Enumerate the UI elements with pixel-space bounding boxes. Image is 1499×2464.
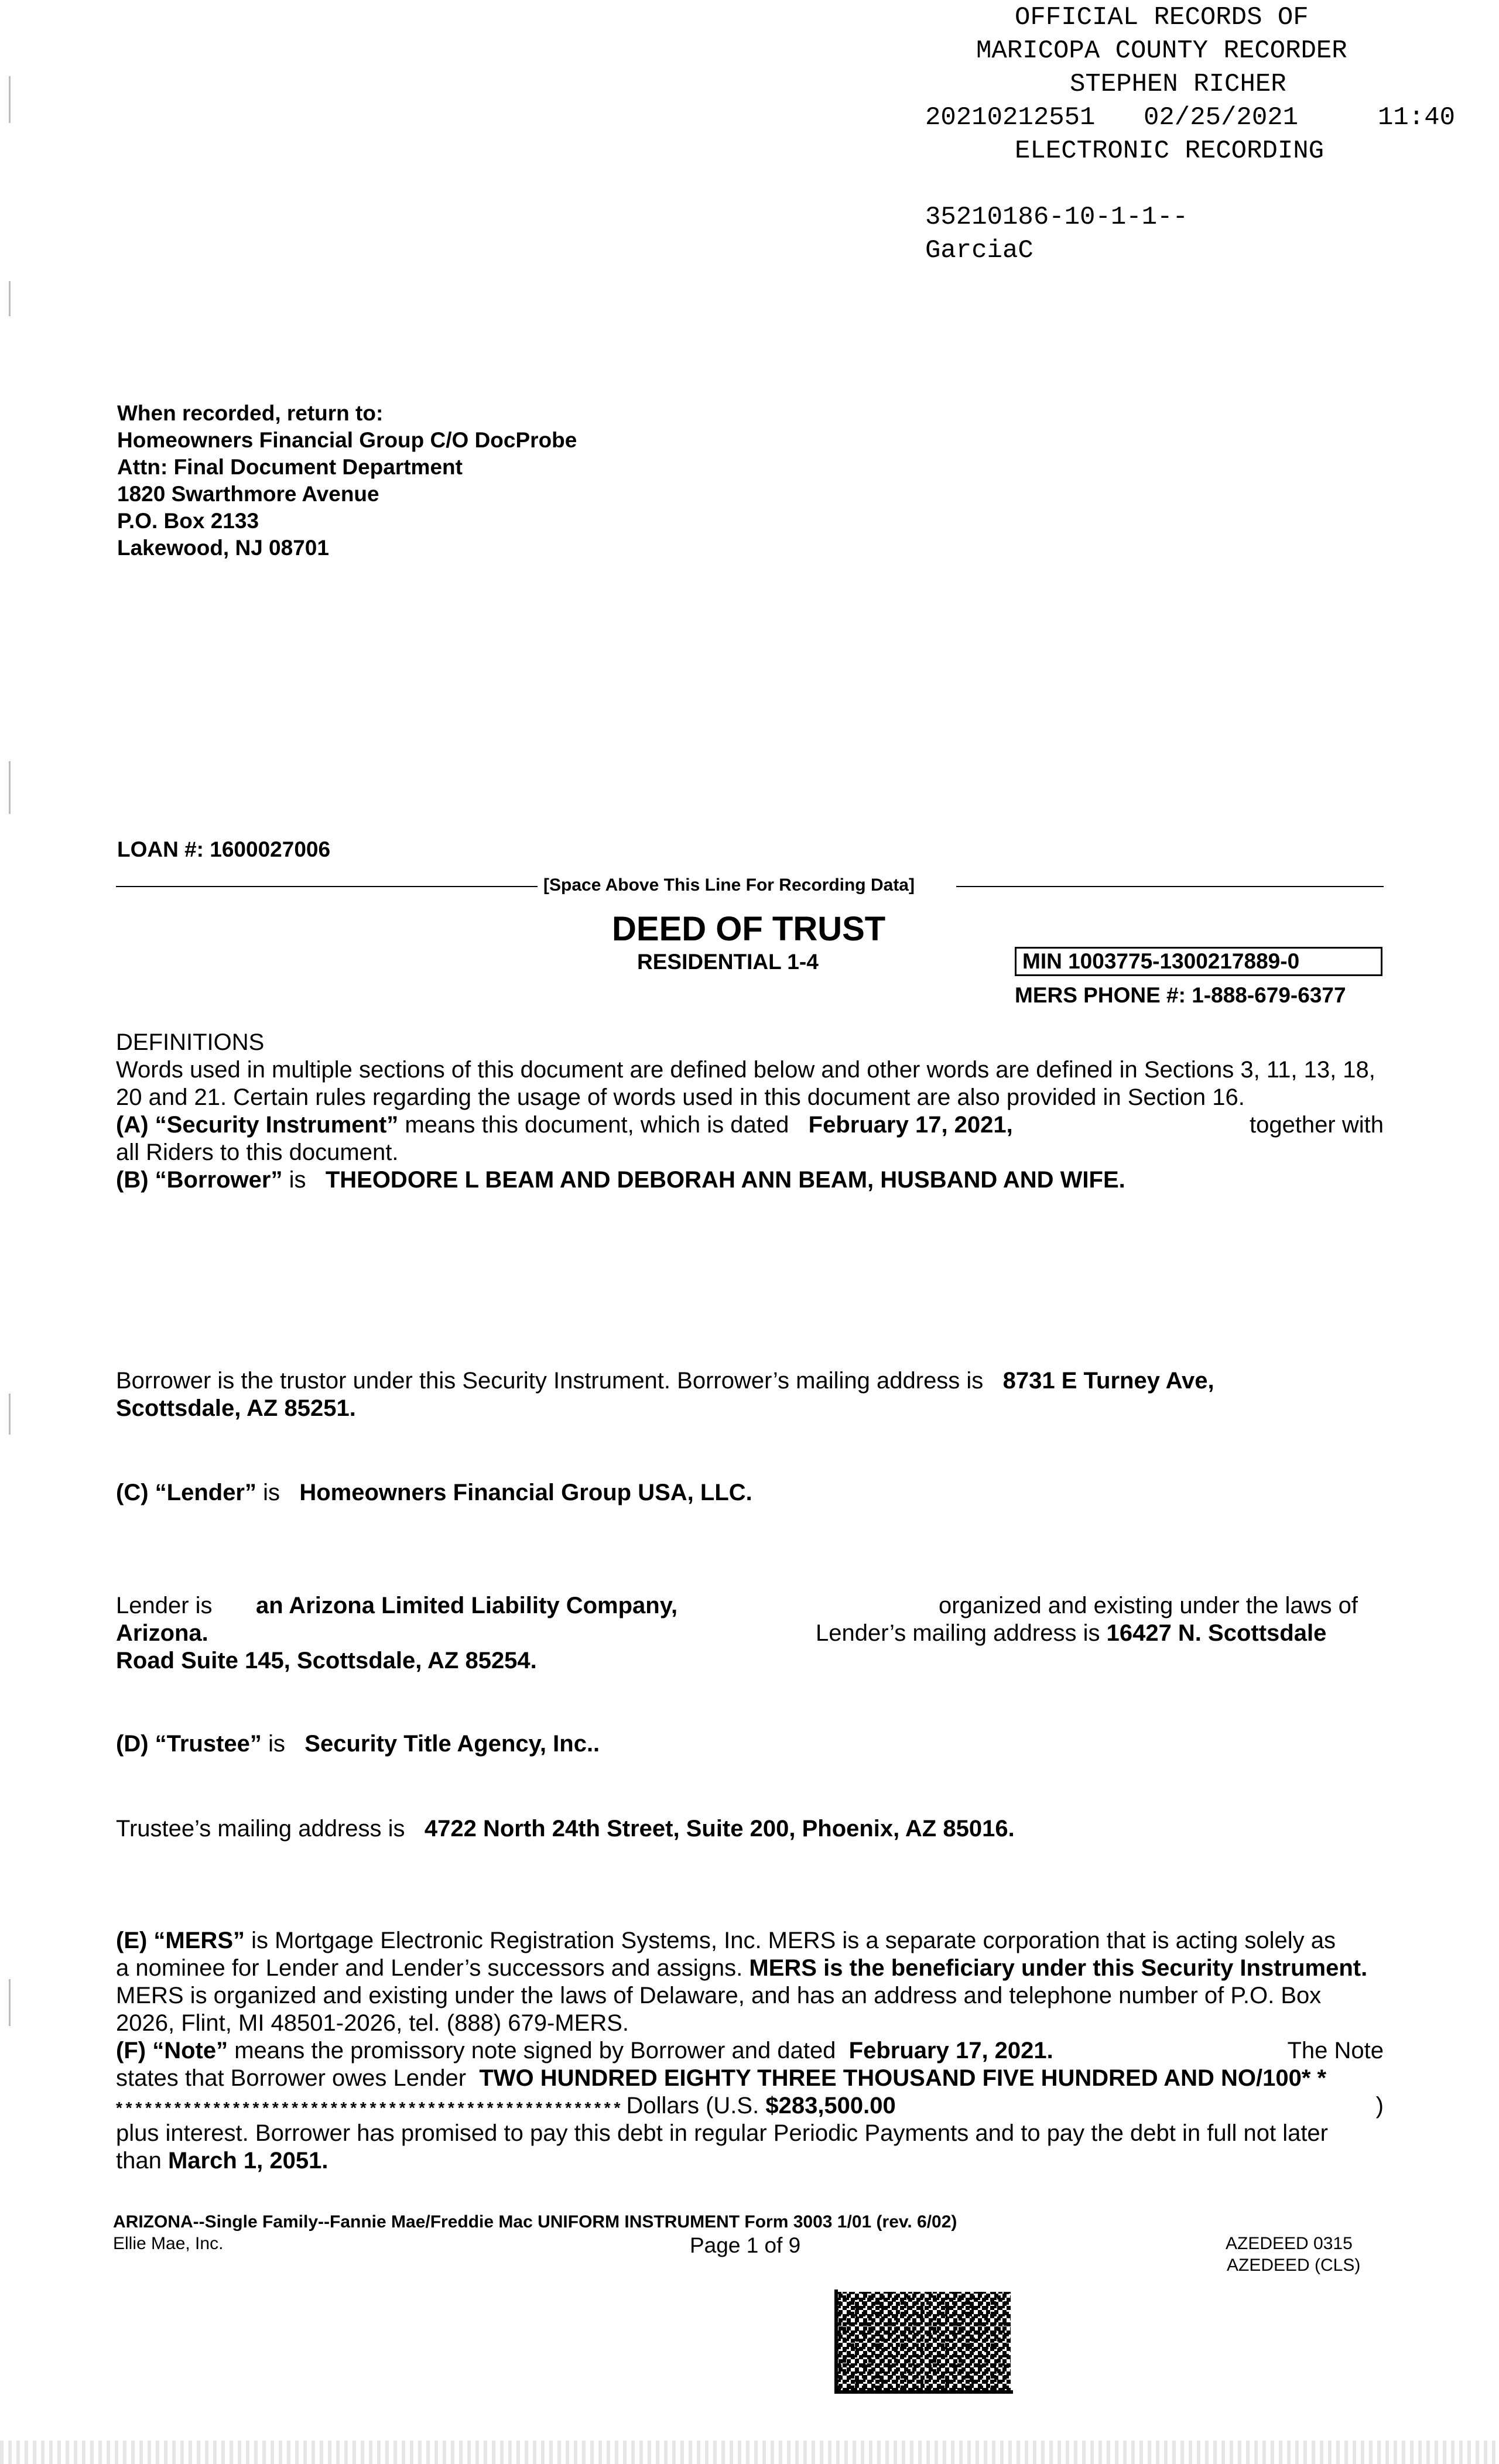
scan-mark xyxy=(9,1394,11,1435)
scan-mark xyxy=(9,761,11,814)
return-to-heading: When recorded, return to: xyxy=(117,401,384,425)
return-to-line: 1820 Swarthmore Avenue xyxy=(117,482,379,506)
recorder-line-2: MARICOPA COUNTY RECORDER xyxy=(976,36,1347,66)
definition-d-is: is xyxy=(268,1731,285,1757)
definition-b-label: (B) “Borrower” xyxy=(116,1167,283,1193)
definition-e-label: (E) “MERS” xyxy=(116,1928,245,1953)
note-amount-stars: * * * * * * * * * * * * * * * * * * * * * * * * * * * * * * * * * * * * * * * * * * * * * * * * * * * * xyxy=(116,2099,620,2117)
document-reference: 35210186-10-1-1-- xyxy=(925,203,1188,232)
loan-label: LOAN #: xyxy=(117,837,204,861)
recording-number: 20210212551 xyxy=(925,103,1096,132)
scan-edge-strip xyxy=(0,2441,1499,2464)
note-amount-paren: ) xyxy=(1375,2093,1384,2119)
lender-mailing-label: Lender’s mailing address is xyxy=(816,1620,1100,1646)
trustee-address-label: Trustee’s mailing address is xyxy=(116,1816,405,1842)
definition-e-text1: is Mortgage Electronic Registration Systems, Inc. MERS is a separate corporation that is acting solely as xyxy=(251,1928,1336,1953)
security-instrument-date: February 17, 2021, xyxy=(808,1112,1013,1138)
lender-name: Homeowners Financial Group USA, LLC. xyxy=(299,1480,752,1505)
definition-f-line1 xyxy=(116,2037,1384,2065)
borrower-address xyxy=(116,1367,1384,1422)
definition-f-label: (F) “Note” xyxy=(116,2038,228,2063)
definition-f-line2 xyxy=(116,2065,1384,2092)
form-code-2: AZEDEED (CLS) xyxy=(1227,2256,1361,2275)
trustee-address xyxy=(116,1815,1015,1843)
definition-f-line4: plus interest. Borrower has promised to pay this debt in regular Periodic Payments and to pay the debt in full not later xyxy=(116,2120,1328,2146)
definition-b-is: is xyxy=(289,1167,306,1193)
trustee-name: Security Title Agency, Inc.. xyxy=(304,1731,600,1757)
definition-f-than: than xyxy=(116,2148,162,2174)
return-to-line: P.O. Box 2133 xyxy=(117,509,259,533)
definition-e-text2b: MERS is the beneficiary under this Security Instrument. xyxy=(749,1955,1368,1981)
lender-mailing-address xyxy=(816,1620,1326,1647)
definition-d xyxy=(116,1730,600,1758)
borrower-address-line2: Scottsdale, AZ 85251. xyxy=(116,1395,356,1421)
definition-a-text1: means this document, which is dated xyxy=(405,1112,789,1138)
definition-d-label: (D) “Trustee” xyxy=(116,1731,262,1757)
recorder-line-1: OFFICIAL RECORDS OF xyxy=(1015,3,1309,32)
recording-divider-left xyxy=(116,886,538,887)
barcode-image xyxy=(834,2290,1013,2394)
definition-f-line5 xyxy=(116,2147,328,2175)
recording-time: 11:40 xyxy=(1378,103,1456,132)
note-amount-words: TWO HUNDRED EIGHTY THREE THOUSAND FIVE HUNDRED AND NO/100* * xyxy=(479,2065,1327,2091)
definitions-intro: Words used in multiple sections of this document are defined below and other words are defined in Sections 3, 11, 13, 18, 20 and 21. Certain rules regarding the usage of words used in this document are also provided in Section 16. xyxy=(116,1057,1375,1110)
definition-e-line4: 2026, Flint, MI 48501-2026, tel. (888) 679-MERS. xyxy=(116,2010,629,2036)
borrower-name: THEODORE L BEAM AND DEBORAH ANN BEAM, HUSBAND AND WIFE. xyxy=(325,1167,1125,1193)
lender-state: Arizona. xyxy=(116,1620,208,1646)
definition-f-text3: states that Borrower owes Lender xyxy=(116,2065,467,2091)
definition-e-line1 xyxy=(116,1927,1384,1955)
recorder-line-3: STEPHEN RICHER xyxy=(1070,70,1286,99)
definition-b xyxy=(116,1166,1125,1194)
definition-c-label: (C) “Lender” xyxy=(116,1480,256,1505)
document-subtitle: RESIDENTIAL 1-4 xyxy=(637,950,819,974)
definition-e xyxy=(116,1927,1384,2037)
definition-f-text2: The Note xyxy=(1287,2038,1384,2063)
note-amount: $283,500.00 xyxy=(765,2093,896,2119)
scan-mark xyxy=(9,1979,11,2026)
definition-f-text1: means the promissory note signed by Borrower and dated xyxy=(234,2038,836,2063)
lender-address-line2: Road Suite 145, Scottsdale, AZ 85254. xyxy=(116,1648,537,1674)
return-to-line: Lakewood, NJ 08701 xyxy=(117,536,329,560)
definition-f-text xyxy=(116,2037,1053,2065)
definition-c-is: is xyxy=(263,1480,280,1505)
return-to-block xyxy=(117,400,577,562)
definition-f-line3 xyxy=(116,2092,1384,2121)
maturity-date: March 1, 2051. xyxy=(167,2148,328,2174)
min-number: MIN 1003775-1300217889-0 xyxy=(1022,949,1300,973)
definition-c xyxy=(116,1479,752,1507)
definition-a-text2: together with xyxy=(1249,1112,1384,1138)
space-above-label: [Space Above This Line For Recording Data] xyxy=(543,875,915,895)
mers-phone: MERS PHONE #: 1-888-679-6377 xyxy=(1015,983,1346,1007)
return-to-line: Attn: Final Document Department xyxy=(117,455,463,479)
page-number: Page 1 of 9 xyxy=(690,2233,801,2257)
borrower-address-line1: 8731 E Turney Ave, xyxy=(1002,1368,1214,1394)
note-dollars-label: Dollars (U.S. xyxy=(626,2093,759,2119)
definitions-heading: DEFINITIONS xyxy=(116,1029,265,1055)
note-date: February 17, 2021. xyxy=(848,2038,1053,2063)
return-to-line: Homeowners Financial Group C/O DocProbe xyxy=(117,428,577,452)
definition-a-text xyxy=(116,1111,1013,1139)
form-code-1: AZEDEED 0315 xyxy=(1226,2234,1353,2253)
recorder-line-5: ELECTRONIC RECORDING xyxy=(1015,136,1325,166)
definition-a-text3: all Riders to this document. xyxy=(116,1139,399,1165)
loan-value: 1600027006 xyxy=(210,837,331,861)
form-identifier: ARIZONA--Single Family--Fannie Mae/Freddie Mac UNIFORM INSTRUMENT Form 3003 1/01 (rev. 6/02) xyxy=(113,2212,957,2232)
definition-a xyxy=(116,1111,1384,1139)
scan-mark xyxy=(9,76,11,123)
recording-date: 02/25/2021 xyxy=(1144,103,1299,132)
recording-divider-right xyxy=(956,886,1384,887)
definition-e-line3: MERS is organized and existing under the laws of Delaware, and has an address and telephone number of P.O. Box xyxy=(116,1983,1322,2008)
document-title: DEED OF TRUST xyxy=(612,910,886,948)
lender-organized: organized and existing under the laws of xyxy=(939,1593,1358,1618)
definition-e-text2a: a nominee for Lender and Lender’s successors and assigns. xyxy=(116,1955,743,1981)
lender-address-line1: 16427 N. Scottsdale xyxy=(1106,1620,1327,1646)
clerk-name: GarciaC xyxy=(925,236,1033,265)
vendor-name: Ellie Mae, Inc. xyxy=(113,2234,224,2253)
loan-number xyxy=(117,836,330,863)
definition-e-line2 xyxy=(116,1955,1384,1982)
borrower-address-text: Borrower is the trustor under this Security Instrument. Borrower’s mailing address is xyxy=(116,1368,984,1394)
lender-entity: an Arizona Limited Liability Company, xyxy=(256,1593,678,1618)
trustee-address-value: 4722 North 24th Street, Suite 200, Phoenix, AZ 85016. xyxy=(424,1816,1015,1842)
lender-is: Lender is xyxy=(116,1593,213,1618)
min-box xyxy=(1015,947,1382,976)
scan-mark xyxy=(9,281,11,316)
definition-a-label: (A) “Security Instrument” xyxy=(116,1112,399,1138)
